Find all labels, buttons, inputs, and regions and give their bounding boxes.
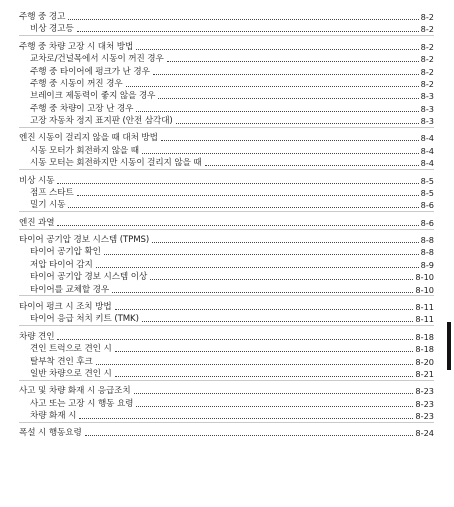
toc-page-number: 8-11: [415, 314, 434, 325]
dot-leader: [150, 279, 413, 280]
toc-page-number: 8-10: [415, 284, 434, 295]
toc-section-entry[interactable]: [19, 9, 434, 22]
toc-entry-title: 사고 및 차량 화재 시 응급조치: [19, 386, 131, 397]
dot-leader: [142, 321, 414, 322]
toc-page-number: 8-20: [415, 356, 434, 367]
toc-section-entry[interactable]: [19, 383, 434, 396]
dot-leader: [115, 309, 414, 310]
dot-leader: [77, 195, 419, 196]
toc-page-number: 8-6: [420, 217, 434, 228]
toc-page-number: 8-24: [415, 428, 434, 439]
toc-page-number: 8-2: [420, 78, 434, 89]
dot-leader: [142, 153, 419, 154]
toc-entry-title: 사고 또는 고장 시 행동 요령: [30, 398, 134, 409]
toc-section-entry[interactable]: [19, 39, 434, 52]
section-divider: [19, 422, 434, 423]
section-divider: [19, 169, 434, 170]
toc-page-number: 8-5: [420, 187, 434, 198]
toc-subentry[interactable]: [30, 282, 434, 295]
toc-page-number: 8-9: [420, 259, 434, 270]
toc-entry-title: 비상 경고등: [30, 24, 74, 35]
toc-subentry[interactable]: [30, 257, 434, 270]
toc-entry-title: 타이어를 교체할 경우: [30, 284, 110, 295]
toc-page-number: 8-8: [420, 247, 434, 258]
toc-entry-title: 폭설 시 행동요령: [19, 428, 82, 439]
dot-leader: [96, 267, 419, 268]
toc-section-entry[interactable]: [19, 215, 434, 228]
toc-entry-title: 타이어 응급 처치 키트 (TMK): [30, 314, 139, 325]
toc-page-number: 8-3: [420, 91, 434, 102]
toc-section-entry[interactable]: [19, 130, 434, 143]
dot-leader: [79, 418, 413, 419]
dot-leader: [152, 242, 418, 243]
toc-entry-title: 주행 중 경고: [19, 12, 66, 22]
toc-subentry[interactable]: [30, 76, 434, 89]
dot-leader: [57, 183, 418, 184]
dot-leader: [176, 123, 419, 124]
section-divider: [19, 229, 434, 230]
dot-leader: [167, 61, 419, 62]
section-divider: [19, 325, 434, 326]
toc-entry-title: 차량 견인: [19, 331, 55, 342]
toc-subentry[interactable]: [30, 366, 434, 379]
toc-subentry[interactable]: [30, 185, 434, 198]
dot-leader: [134, 393, 414, 394]
toc-entry-title: 주행 중 시동이 꺼진 경우: [30, 78, 123, 89]
toc-entry-title: 교차로/건널목에서 시동이 꺼진 경우: [30, 54, 164, 65]
toc-entry-title: 주행 중 차량이 고장 난 경우: [30, 103, 134, 114]
dot-leader: [136, 49, 418, 50]
toc-section-entry[interactable]: [19, 299, 434, 312]
toc-page-number: 8-18: [415, 344, 434, 355]
toc-page-number: 8-2: [420, 66, 434, 77]
toc-subentry[interactable]: [30, 197, 434, 210]
toc-page-number: 8-4: [420, 158, 434, 169]
toc-entry-title: 주행 중 타이어에 펑크가 난 경우: [30, 66, 150, 77]
toc-page-number: 8-5: [420, 175, 434, 186]
dot-leader: [115, 376, 414, 377]
toc-page-number: 8-3: [420, 103, 434, 114]
toc-subentry[interactable]: [30, 396, 434, 409]
toc-page-number: 8-21: [415, 368, 434, 379]
section-divider: [19, 127, 434, 128]
toc-entry-title: 타이어 공기압 확인: [30, 247, 101, 258]
toc-entry-title: 점프 스타트: [30, 187, 74, 198]
toc-subentry[interactable]: [30, 354, 434, 367]
toc-section-entry[interactable]: [19, 232, 434, 245]
toc-page-number: 8-23: [415, 398, 434, 409]
toc-subentry[interactable]: [30, 51, 434, 64]
toc-subentry[interactable]: [30, 155, 434, 168]
toc-page-number: 8-4: [420, 133, 434, 144]
toc-subentry[interactable]: [30, 88, 434, 101]
toc-subentry[interactable]: [30, 143, 434, 156]
toc-page-number: 8-2: [420, 41, 434, 52]
dot-leader: [112, 292, 413, 293]
dot-leader: [126, 86, 419, 87]
dot-leader: [68, 19, 418, 20]
toc-page-number: 8-11: [415, 301, 434, 312]
toc-subentry[interactable]: [30, 244, 434, 257]
toc-subentry[interactable]: [30, 113, 434, 126]
toc-entry-title: 타이어 공기압 경보 시스템 이상: [30, 272, 148, 283]
section-divider: [19, 295, 434, 296]
toc-page-number: 8-8: [420, 235, 434, 246]
toc-section-entry[interactable]: [19, 173, 434, 186]
toc-entry-title: 브레이크 제동력이 좋지 않을 경우: [30, 91, 156, 102]
dot-leader: [115, 351, 414, 352]
toc-section-entry[interactable]: [19, 329, 434, 342]
toc-subentry[interactable]: [30, 64, 434, 77]
dot-leader: [77, 31, 419, 32]
toc-entry-title: 일반 차량으로 견인 시: [30, 368, 112, 379]
toc-page-number: 8-2: [420, 12, 434, 22]
toc-page-number: 8-4: [420, 145, 434, 156]
toc-entry-title: 주행 중 차량 고장 시 대처 방법: [19, 41, 134, 52]
toc-page-number: 8-3: [420, 116, 434, 127]
toc-page-number: 8-10: [415, 272, 434, 283]
dot-leader: [136, 111, 418, 112]
dot-leader: [153, 74, 419, 75]
toc-section-entry[interactable]: [19, 425, 434, 438]
toc-entry-title: 탈부착 견인 후크: [30, 356, 93, 367]
toc-page-number: 8-23: [415, 386, 434, 397]
chapter-tab-marker: [447, 322, 451, 370]
dot-leader: [158, 98, 418, 99]
toc-entry-title: 저압 타이어 감지: [30, 259, 93, 270]
section-divider: [19, 211, 434, 212]
toc-subentry[interactable]: [30, 341, 434, 354]
toc-subentry[interactable]: [30, 311, 434, 324]
dot-leader: [104, 254, 419, 255]
section-divider: [19, 380, 434, 381]
dot-leader: [161, 140, 419, 141]
dot-leader: [205, 165, 419, 166]
toc-entry-title: 고장 자동차 정지 표지판 (안전 삼각대): [30, 116, 173, 127]
toc-page-number: 8-23: [415, 411, 434, 422]
toc-entry-title: 타이어 펑크 시 조치 방법: [19, 301, 112, 312]
toc-entry-title: 엔진 과열: [19, 217, 55, 228]
dot-leader: [136, 406, 413, 407]
toc-entry-title: 타이어 공기압 경보 시스템 (TPMS): [19, 235, 150, 246]
dot-leader: [68, 207, 418, 208]
toc-page-number: 8-6: [420, 200, 434, 211]
toc-page-number: 8-2: [420, 54, 434, 65]
dot-leader: [57, 225, 418, 226]
toc-entry-title: 엔진 시동이 걸리지 않을 때 대처 방법: [19, 133, 158, 144]
toc-entry-title: 밀기 시동: [30, 200, 66, 211]
toc-page-number: 8-18: [415, 331, 434, 342]
toc-subentry[interactable]: [30, 269, 434, 282]
toc-subentry[interactable]: [30, 101, 434, 114]
toc-page-number: 8-2: [420, 24, 434, 35]
toc-entry-title: 비상 시동: [19, 175, 55, 186]
toc-subentry[interactable]: [30, 408, 434, 421]
toc-entry-title: 견인 트럭으로 견인 시: [30, 344, 112, 355]
toc-subentry[interactable]: [30, 21, 434, 34]
dot-leader: [85, 435, 414, 436]
section-divider: [19, 35, 434, 36]
dot-leader: [57, 339, 413, 340]
toc-entry-title: 시동 모터가 회전하지 않을 때: [30, 145, 139, 156]
dot-leader: [96, 364, 414, 365]
toc-entry-title: 차량 화재 시: [30, 411, 77, 422]
toc-entry-title: 시동 모터는 회전하지만 시동이 걸리지 않을 때: [30, 158, 202, 169]
